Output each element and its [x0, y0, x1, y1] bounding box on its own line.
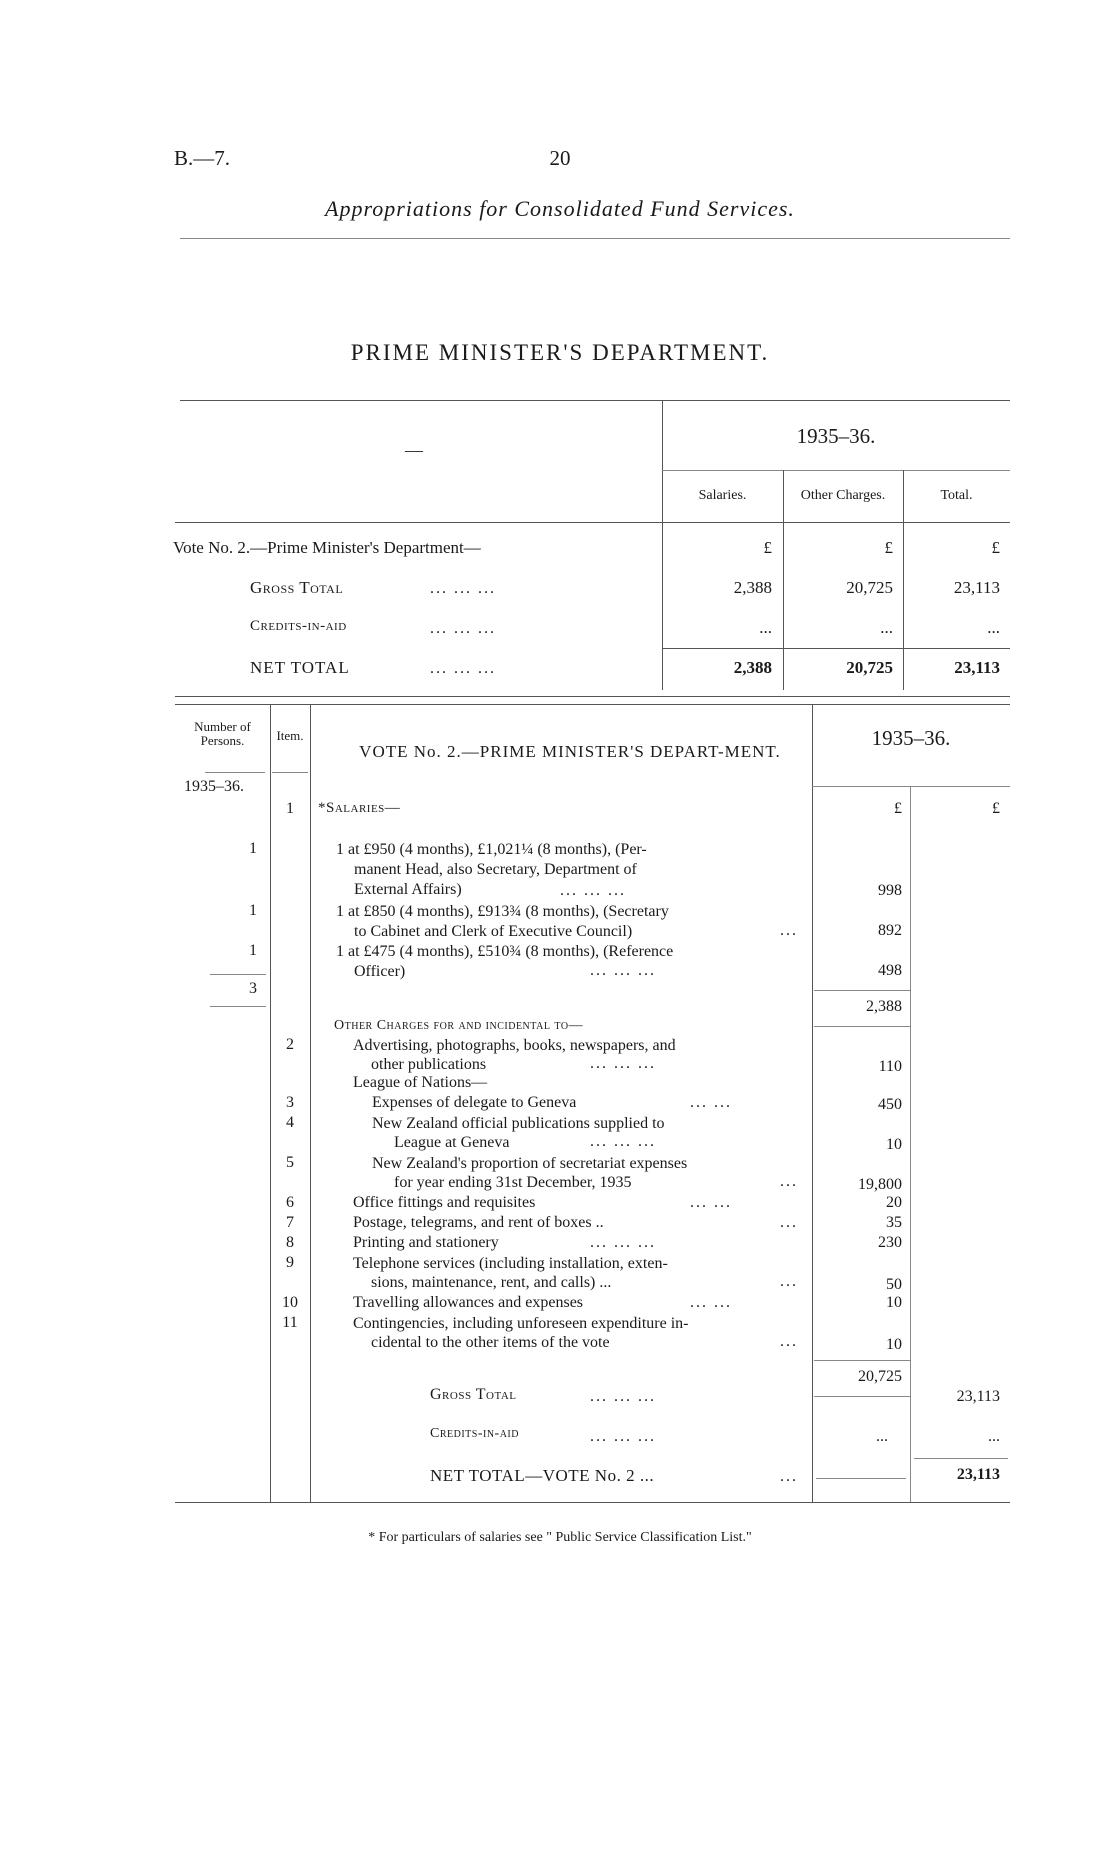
gross-value: 23,113 [956, 1388, 1000, 1405]
salaries-item: 1 [286, 800, 294, 817]
description-line: League at Geneva [394, 1134, 510, 1151]
net-label: NET TOTAL—VOTE No. 2 ... [430, 1466, 655, 1485]
department-title: PRIME MINISTER'S DEPARTMENT. [350, 340, 770, 365]
charge-description: Postage, telegrams, and rent of boxes .. [353, 1214, 604, 1231]
row-dots: ... [780, 1214, 798, 1231]
detail-bottom-rule [175, 1502, 1010, 1503]
item-head-rule [272, 772, 308, 773]
description-line: to Cabinet and Clerk of Executive Council) [354, 923, 633, 940]
description-line: manent Head, also Secretary, Department of [354, 861, 637, 878]
detail-divider-item [310, 704, 311, 1502]
row-dots: ... ... [690, 1294, 732, 1311]
row-dots: ... ... ... [590, 962, 656, 979]
row-label: NET TOTAL [250, 658, 350, 677]
page-number: 20 [549, 146, 571, 170]
salary-description [336, 942, 806, 982]
description-line: cidental to the other items of the vote [371, 1334, 610, 1351]
persons-count: 1 [249, 942, 257, 959]
row-dots: ... [780, 1173, 798, 1190]
description-line: 1 at £475 (4 months), £510¾ (8 months), (Reference [336, 943, 674, 960]
salary-amount: 498 [878, 962, 902, 979]
summary-salaries-value: 2,388 [733, 658, 772, 677]
charge-amount: 20 [886, 1194, 902, 1211]
charge-description [353, 1314, 808, 1352]
item-number: 4 [286, 1114, 294, 1131]
summary-other-value: ... [880, 618, 893, 637]
summary-total-value: 23,113 [953, 578, 1000, 597]
item-number: 10 [282, 1294, 298, 1311]
charge-amount: 50 [886, 1276, 902, 1293]
salaries-heading: *Salaries— [318, 800, 401, 816]
charge-amount: 10 [886, 1136, 902, 1153]
summary-salaries-value: ... [759, 618, 772, 637]
charge-amount: 10 [886, 1336, 902, 1353]
document-ref: B.—7. [174, 146, 231, 170]
gross-label: Gross Total [430, 1386, 517, 1403]
row-label: Credits-in-aid [250, 618, 347, 634]
summary-currency: £ [763, 538, 772, 557]
persons-total-rule [210, 974, 266, 975]
salaries-total-rule [814, 990, 910, 991]
charge-amount: 450 [878, 1096, 902, 1113]
summary-bottom-rule [175, 696, 1010, 697]
description-line: New Zealand's proportion of secretariat expenses [372, 1155, 688, 1172]
item-number: 3 [286, 1094, 294, 1111]
row-dots: ... [780, 1468, 798, 1485]
net-value-rule [914, 1458, 1008, 1459]
row-dots: ... ... [690, 1194, 732, 1211]
salaries-total-underline [814, 1026, 910, 1027]
credits-value: ... [988, 1428, 1000, 1445]
summary-col-salaries: Salaries. [698, 488, 747, 503]
row-dots: ... ... ... [590, 1234, 656, 1251]
other-charges-heading: Other Charges for and incidental to— [334, 1018, 584, 1033]
detail-top-rule [175, 704, 1010, 705]
summary-col-other: Other Charges. [800, 488, 886, 503]
salary-amount: 998 [878, 882, 902, 899]
persons-total-underline [210, 1006, 266, 1007]
summary-currency: £ [991, 538, 1000, 557]
summary-left-dash: — [405, 440, 423, 460]
summary-vote-label: Vote No. 2.—Prime Minister's Department— [173, 538, 481, 557]
year-head-rule [812, 786, 1010, 787]
summary-net-rule [662, 648, 1010, 649]
other-charges-total: 20,725 [858, 1368, 902, 1385]
charge-amount: 19,800 [858, 1176, 902, 1193]
charge-description [353, 1254, 808, 1292]
summary-col-total: Total. [940, 488, 973, 503]
charge-description: Office fittings and requisites [353, 1194, 536, 1211]
row-dots: ... ... ... [430, 660, 496, 677]
description-line: for year ending 31st December, 1935 [394, 1174, 632, 1191]
description-line: Telephone services (including installation, exten- [353, 1255, 668, 1272]
detail-currency: £ [992, 800, 1000, 817]
credits-label: Credits-in-aid [430, 1426, 519, 1441]
item-number: 8 [286, 1234, 294, 1251]
persons-year: 1935–36. [184, 778, 244, 795]
row-dots: ... ... ... [590, 1133, 656, 1150]
salaries-total: 2,388 [866, 998, 902, 1015]
summary-salaries-value: 2,388 [733, 578, 772, 597]
charge-amount: 230 [878, 1234, 902, 1251]
head-year: 1935–36. [871, 726, 951, 750]
description-line: sions, maintenance, rent, and calls) ... [371, 1274, 612, 1291]
summary-other-value: 20,725 [846, 578, 893, 597]
summary-top-rule [180, 400, 1010, 401]
charge-description [353, 1036, 808, 1074]
other-total-underline [814, 1396, 910, 1397]
charge-amount: 35 [886, 1214, 902, 1231]
summary-other-value: 20,725 [846, 658, 893, 677]
description-line: other publications [371, 1056, 487, 1073]
charge-amount: 10 [886, 1294, 902, 1311]
summary-currency: £ [884, 538, 893, 557]
persons-head-rule [205, 772, 265, 773]
row-dots: ... ... ... [430, 580, 496, 597]
item-number: 11 [282, 1314, 298, 1331]
row-label: Gross Total [250, 578, 344, 597]
description-line: 1 at £950 (4 months), £1,021¼ (8 months), (Per- [336, 841, 647, 858]
description-line: 1 at £850 (4 months), £913¾ (8 months), (Secretary [336, 903, 669, 920]
summary-year: 1935–36. [796, 424, 876, 448]
running-title: Appropriations for Consolidated Fund Services. [325, 196, 795, 221]
head-vote-title: VOTE No. 2.—PRIME MINISTER'S DEPART-MENT. [359, 742, 781, 761]
row-dots: ... ... [690, 1094, 732, 1111]
charge-description: League of Nations— [353, 1074, 488, 1091]
salary-description [336, 902, 806, 942]
summary-total-value: ... [987, 618, 1000, 637]
description-line: Officer) [354, 963, 406, 980]
head-item: Item. [276, 728, 304, 743]
description-line: External Affairs) [354, 881, 462, 898]
salary-amount: 892 [878, 922, 902, 939]
other-total-rule [814, 1360, 910, 1361]
summary-header-rule [175, 522, 1010, 523]
row-dots: ... ... ... [590, 1428, 656, 1445]
description-line: New Zealand official publications supplied to [372, 1115, 665, 1132]
item-number: 2 [286, 1036, 294, 1053]
charge-description [372, 1154, 808, 1192]
persons-count: 1 [249, 902, 257, 919]
summary-total-value: 23,113 [954, 658, 1000, 677]
description-line: Contingencies, including unforeseen expenditure in- [353, 1315, 689, 1332]
net-sub-dash [816, 1478, 906, 1479]
item-number: 6 [286, 1194, 294, 1211]
persons-total: 3 [249, 980, 257, 997]
summary-year-rule [662, 470, 1010, 471]
header-rule [180, 238, 1010, 239]
row-dots: ... [780, 1333, 798, 1350]
persons-count: 1 [249, 840, 257, 857]
row-dots: ... ... ... [590, 1388, 656, 1405]
charge-amount: 110 [878, 1058, 902, 1075]
net-value: 23,113 [956, 1466, 1000, 1483]
row-dots: ... [780, 1273, 798, 1290]
charge-description: Expenses of delegate to Geneva [372, 1094, 577, 1111]
item-number: 7 [286, 1214, 294, 1231]
head-persons: Number of Persons. [194, 719, 251, 748]
description-line: Advertising, photographs, books, newspapers, and [353, 1037, 676, 1054]
charge-description: Printing and stationery [353, 1234, 499, 1251]
row-dots: ... ... ... [590, 1055, 656, 1072]
row-dots: ... ... ... [430, 620, 496, 637]
item-number: 9 [286, 1254, 294, 1271]
footnote: * For particulars of salaries see " Public Service Classification List." [368, 1530, 752, 1545]
item-number: 5 [286, 1154, 294, 1171]
row-dots: ... ... ... [560, 882, 626, 899]
row-dots: ... [780, 922, 798, 939]
credits-sub-value: ... [876, 1428, 888, 1445]
charge-description: Travelling allowances and expenses [353, 1294, 584, 1311]
detail-currency: £ [894, 800, 902, 817]
